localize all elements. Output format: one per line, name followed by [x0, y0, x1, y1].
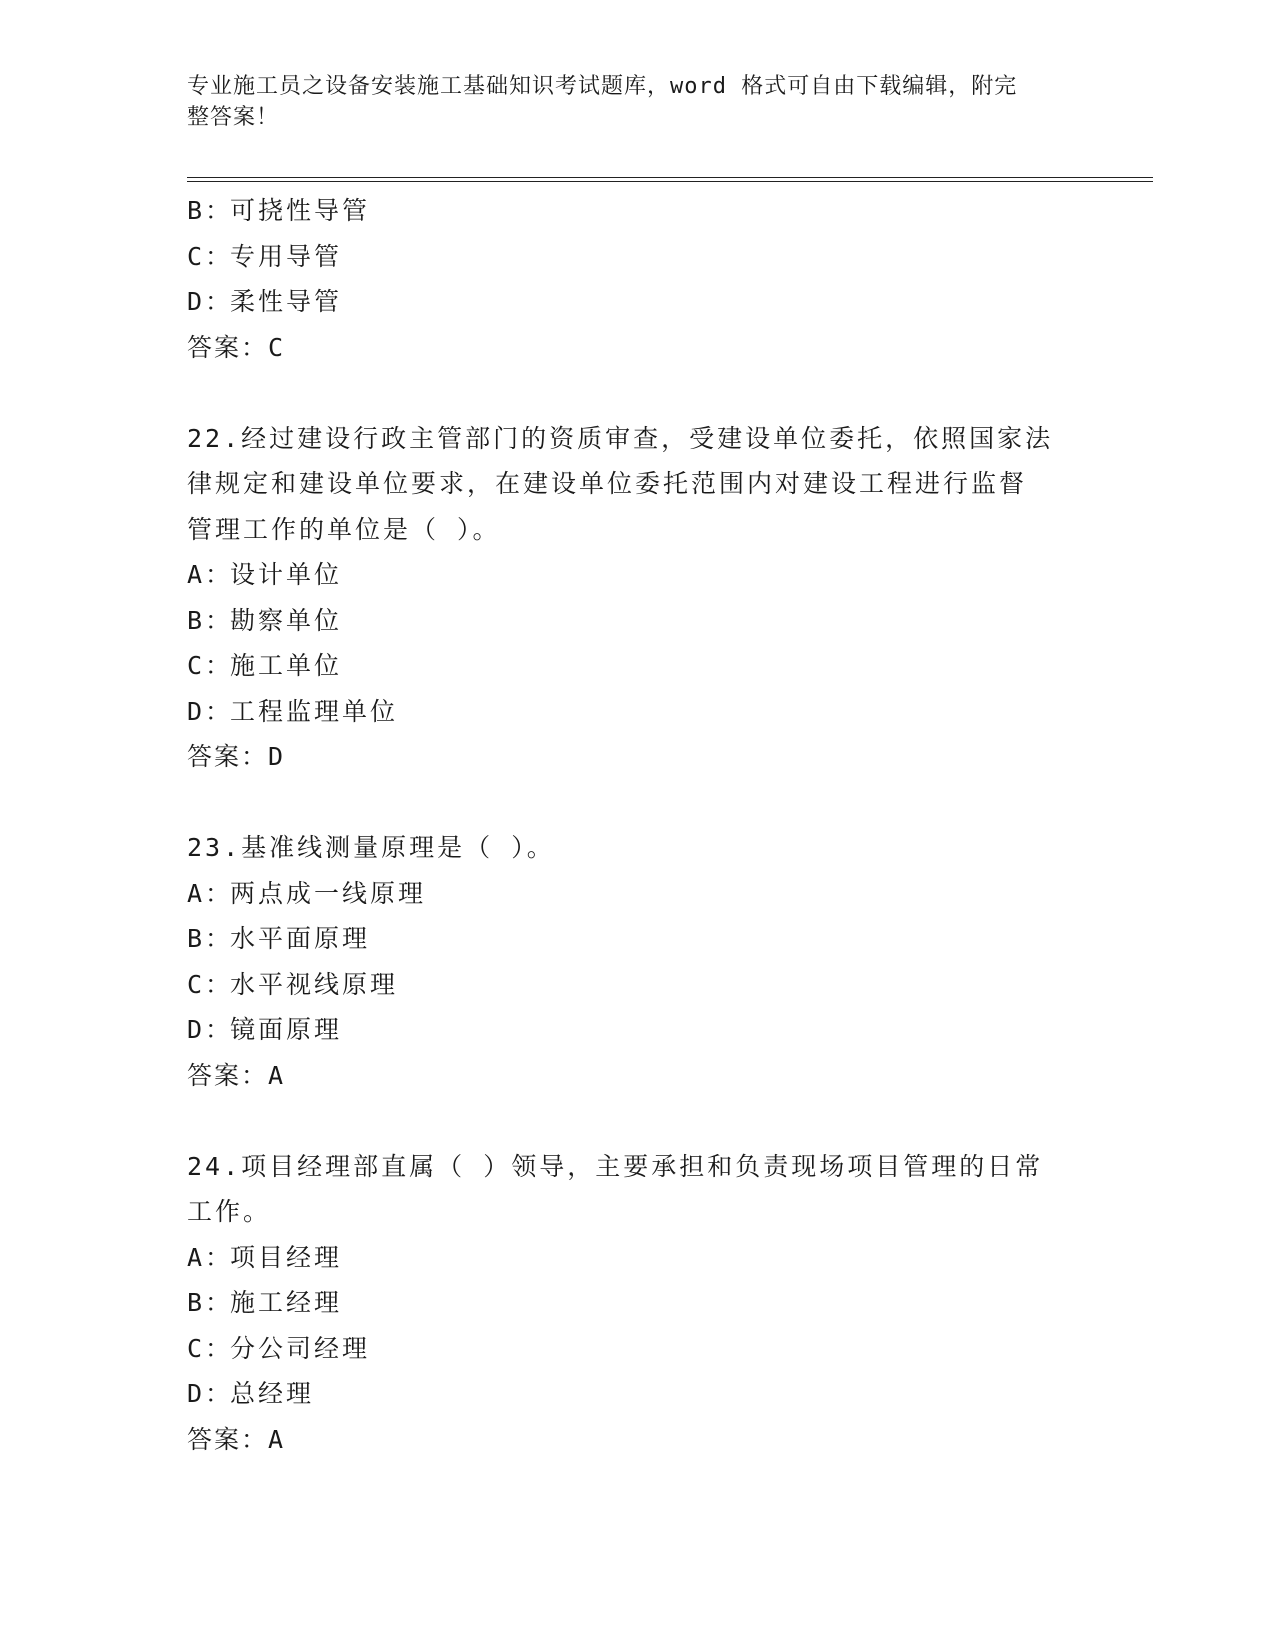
option-letter: B：: [187, 196, 234, 225]
option-letter: B：: [187, 605, 234, 635]
option-c: [187, 962, 1087, 1008]
answer-line: 答案：A: [187, 1424, 286, 1454]
header-line-2: 整答案！: [187, 105, 280, 130]
option-d: [187, 279, 1087, 325]
option-text: 分公司经理: [230, 1333, 371, 1363]
option-text: 设计单位: [230, 560, 343, 589]
option-letter: A：: [187, 1242, 234, 1272]
answer-line: 答案：A: [187, 1060, 286, 1090]
answer-line: 答案：C: [187, 332, 286, 362]
header-line-1: 专业施工员之设备安装施工基础知识考试题库，word 格式可自由下载编辑，附完: [187, 74, 1018, 99]
option-text: 水平面原理: [230, 924, 371, 953]
option-letter: D：: [187, 1379, 234, 1408]
option-text: 工程监理单位: [230, 696, 399, 726]
option-a: [187, 1235, 1087, 1281]
option-letter: C：: [187, 241, 234, 271]
question-block-21-continued: [187, 188, 1087, 370]
option-letter: D：: [187, 696, 234, 726]
option-text: 施工经理: [230, 1288, 343, 1317]
option-d: [187, 1371, 1087, 1417]
option-text: 镜面原理: [230, 1015, 343, 1044]
question-block-24: [187, 1144, 1087, 1463]
option-d: [187, 1007, 1087, 1053]
question-block-22: [187, 416, 1087, 780]
option-text: 可挠性导管: [230, 196, 371, 225]
option-text: 水平视线原理: [230, 969, 399, 999]
question-block-23: [187, 825, 1087, 1098]
question-stem-line: 管理工作的单位是（ ）。: [187, 514, 501, 544]
option-a: [187, 871, 1087, 917]
option-text: 总经理: [230, 1379, 315, 1408]
option-letter: D：: [187, 287, 234, 316]
option-text: 项目经理: [230, 1242, 343, 1272]
header-divider-bottom: [187, 181, 1153, 182]
option-d: [187, 689, 1087, 735]
option-text: 勘察单位: [230, 605, 343, 635]
option-b: [187, 916, 1087, 962]
option-letter: B：: [187, 924, 234, 953]
question-stem-line: 律规定和建设单位要求，在建设单位委托范围内对建设工程进行监督: [187, 469, 1028, 498]
header-divider-top: [187, 177, 1153, 178]
option-letter: D：: [187, 1015, 234, 1044]
option-letter: A：: [187, 560, 234, 589]
option-c: [187, 643, 1087, 689]
option-a: [187, 552, 1087, 598]
option-text: 施工单位: [230, 651, 343, 680]
option-letter: A：: [187, 878, 234, 908]
option-letter: B：: [187, 1288, 234, 1317]
option-b: [187, 598, 1087, 644]
spacer: [187, 780, 1087, 826]
question-stem-line: 23.基准线测量原理是（ ）。: [187, 833, 555, 862]
option-c: [187, 1326, 1087, 1372]
option-text: 两点成一线原理: [230, 878, 427, 908]
option-text: 柔性导管: [230, 287, 343, 316]
question-stem-line: 22.经过建设行政主管部门的资质审查，受建设单位委托，依照国家法: [187, 423, 1054, 453]
spacer: [187, 1098, 1087, 1144]
spacer: [187, 370, 1087, 416]
answer-line: 答案：D: [187, 742, 286, 771]
option-c: [187, 234, 1087, 280]
option-b: [187, 188, 1087, 234]
option-letter: C：: [187, 969, 234, 999]
option-letter: C：: [187, 651, 234, 680]
option-letter: C：: [187, 1333, 234, 1363]
document-header: [187, 71, 1067, 133]
document-body: [187, 188, 1087, 1462]
option-text: 专用导管: [230, 241, 343, 271]
question-stem-line: 工作。: [187, 1197, 272, 1226]
question-stem-line: 24.项目经理部直属（ ）领导，主要承担和负责现场项目管理的日常: [187, 1151, 1044, 1181]
option-b: [187, 1280, 1087, 1326]
